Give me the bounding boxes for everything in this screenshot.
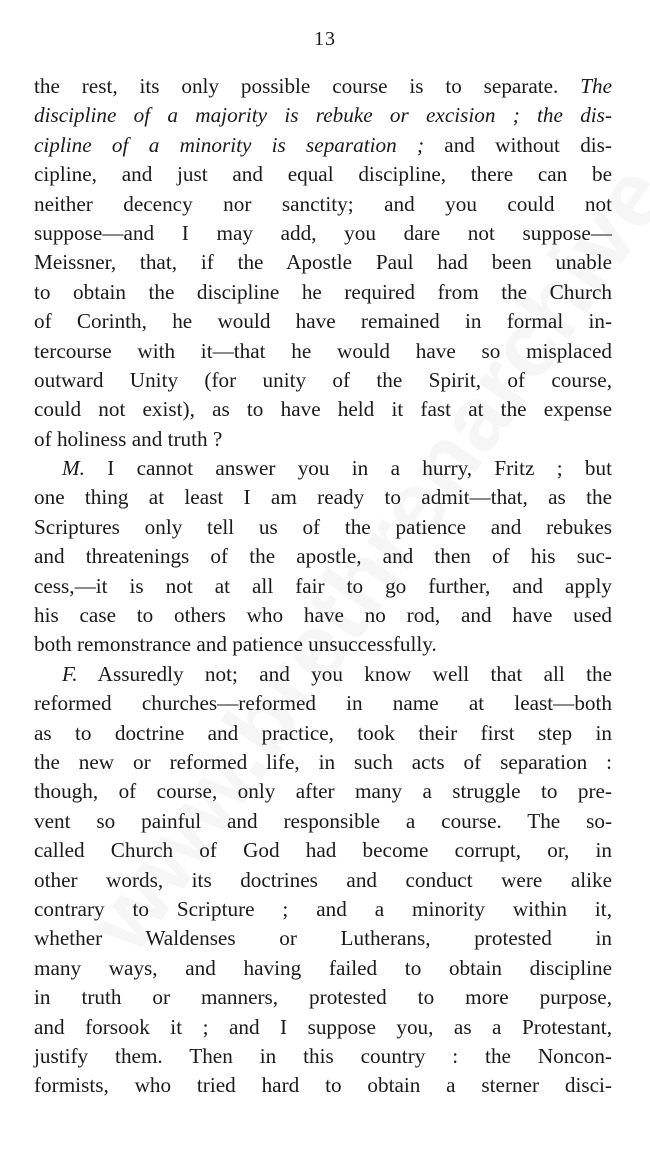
text-line [34,954,612,983]
italic-text: The [580,74,612,98]
text-line [34,924,612,953]
text-span: whether Waldenses or Lutherans, protested in [34,926,612,951]
text-line [34,572,612,601]
text-span: cipline, and just and equal discipline, there can be [34,162,612,187]
italic-text: discipline of a majority is rebuke or excision ; the dis- [34,103,612,128]
text-line [34,483,612,512]
text-line [34,542,612,571]
page-number: 13 [314,28,336,50]
text-span: justify them. Then in this country : the Noncon- [34,1043,612,1068]
text-line [34,719,612,748]
text-line [34,630,612,659]
text-span: Meissner, that, if the Apostle Paul had been unable [34,250,612,275]
text-span: of Corinth, he would have remained in formal in- [34,309,612,334]
text-span: many ways, and having failed to obtain discipline [34,955,612,980]
text-span: suppose—and I may add, you dare not suppose— [34,220,612,245]
text-span: as to doctrine and practice, took their first step in [34,720,612,745]
text-span: and forsook it ; and I suppose you, as a Protestant, [34,1014,612,1039]
text-line [34,866,612,895]
text-line [34,836,612,865]
text-line [34,807,612,836]
text-line [34,337,612,366]
text-span: to obtain the discipline he required from the Church [34,279,612,304]
text-line [34,748,612,777]
text-line [34,72,612,101]
text-line [34,983,612,1012]
text-span: of holiness and truth ? [34,426,223,451]
italic-text: F. [62,661,78,686]
text-line [34,1013,612,1042]
text-line [34,190,612,219]
italic-text: M. [62,456,85,481]
text-line [34,131,612,160]
text-span: contrary to Scripture ; and a minority within it, [34,896,612,921]
text-span: vent so painful and responsible a course. The so- [34,808,612,833]
text-span: could not exist), as to have held it fast at the expense [34,397,612,422]
text-span: both remonstrance and patience unsuccessfully. [34,632,437,657]
text-line [34,248,612,277]
text-span: reformed churches—reformed in name at least—both [34,691,612,716]
text-span: called Church of God had become corrupt, or, in [34,838,612,863]
text-line [34,777,612,806]
text-span: and threatenings of the apostle, and then of his suc- [34,544,612,569]
text-span: other words, its doctrines and conduct were alike [34,867,612,892]
text-span: I cannot answer you in a hurry, Fritz ; but [84,456,612,481]
body-text [34,72,612,1101]
text-span: Assuredly not; and you know well that all the [77,661,612,686]
text-span: one thing at least I am ready to admit—that, as the [34,485,612,510]
text-line [34,1071,612,1100]
italic-text: cipline of a minority is separation ; [34,132,425,157]
text-span: formists, who tried hard to obtain a sterner disci- [34,1073,612,1098]
text-span: though, of course, only after many a struggle to pre- [34,779,612,804]
text-line [34,219,612,248]
text-span: cess,—it is not at all fair to go further, and apply [34,573,612,598]
text-span: in truth or manners, protested to more purpose, [34,985,612,1010]
text-line [34,895,612,924]
text-span: tercourse with it—that he would have so misplaced [34,338,612,363]
text-line [34,425,612,454]
text-span: his case to others who have no rod, and have used [34,603,612,628]
text-line [34,454,612,483]
text-line [34,101,612,130]
text-line [34,689,612,718]
text-line [34,513,612,542]
text-span: and without dis- [424,132,612,157]
text-line [34,1042,612,1071]
text-line [34,278,612,307]
text-span: outward Unity (for unity of the Spirit, of course, [34,367,612,392]
text-span: the new or reformed life, in such acts of separation : [34,749,612,774]
text-span: Scriptures only tell us of the patience and rebukes [34,514,612,539]
text-line [34,660,612,689]
text-line [34,307,612,336]
text-span: the rest, its only possible course is to separate. [34,74,581,98]
text-span: neither decency nor sanctity; and you could not [34,191,612,216]
text-line [34,395,612,424]
text-line [34,366,612,395]
text-line [34,160,612,189]
text-line [34,601,612,630]
